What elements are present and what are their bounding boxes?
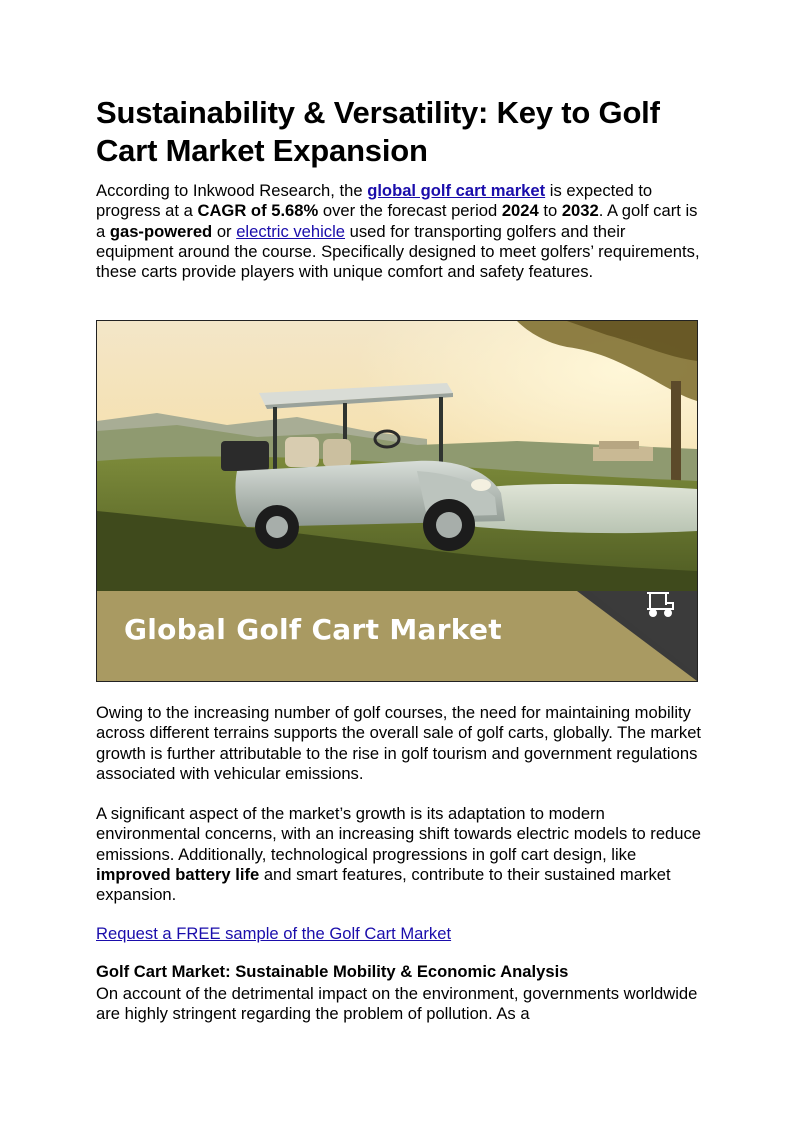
end-year: 2032	[561, 201, 599, 221]
gas-powered-text: gas-powered	[109, 221, 213, 241]
banner-title: Global Golf Cart Market	[124, 613, 502, 646]
page-title: Sustainability & Versatility: Key to Golf Cart Market Expansion	[96, 95, 660, 168]
electric-vehicle-link[interactable]: electric vehicle	[236, 221, 346, 241]
section-paragraph: On account of the detrimental impact on the environment, governments worldwide are highly stringent regarding the problem of pollution. As a	[96, 984, 698, 1024]
intro-paragraph	[96, 181, 706, 282]
intro-text-1: According to Inkwood Research, the	[96, 181, 368, 200]
request-sample-link[interactable]: Request a FREE sample of the Golf Cart Market	[96, 924, 452, 943]
intro-text-6: or	[212, 221, 237, 241]
para3-text-1: A significant aspect of the market’s growth is its adaptation to modern environmental concerns, with an increasing shift towards electric models to reduce emissions. Additionally, technological progressions in golf cart design, like	[96, 804, 702, 864]
intro-text-4: to	[538, 201, 562, 221]
intro-text-3: over the forecast period	[318, 201, 502, 221]
cagr-value: CAGR of 5.68%	[197, 201, 319, 221]
paragraph-environmental	[96, 804, 706, 905]
section-heading: Golf Cart Market: Sustainable Mobility & Economic Analysis	[96, 962, 569, 981]
para3-text-2: and smart features, contribute to their sustained market expansion.	[96, 864, 671, 905]
intro-text-5: . A golf cart is a	[96, 201, 698, 241]
improved-battery-life-text: improved battery life	[96, 864, 260, 884]
global-golf-cart-market-link[interactable]: global golf cart market	[367, 181, 546, 200]
intro-text-2: is expected to progress at a	[96, 181, 653, 221]
golf-cart-hero-image	[96, 320, 698, 682]
request-sample-paragraph	[96, 924, 706, 944]
intro-text-7: used for transporting golfers and their equipment around the course. Specifically designed to meet golfers’ requirements, these carts provide players with unique comfort and safety features.	[96, 221, 700, 282]
start-year: 2024	[501, 201, 539, 221]
paragraph-market-growth: Owing to the increasing number of golf courses, the need for maintaining mobility across different terrains supports the overall sale of golf carts, globally. The market growth is further attributable to the rise in golf tourism and government regulations associated with vehicular emissions.	[96, 703, 702, 783]
